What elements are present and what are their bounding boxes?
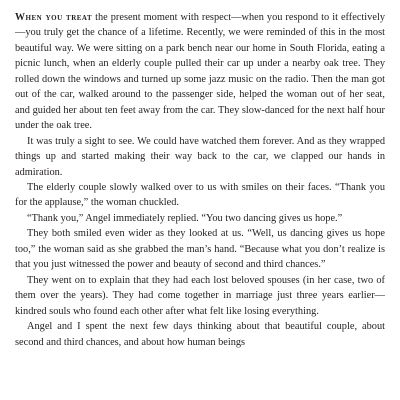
paragraph-6: They went on to explain that they had each lost beloved spouses (in her case, two of them over the years). They had come together in marriage just three years earlier—kindred souls who found each other after what felt like losing everything. [15, 274, 385, 317]
paragraph-2: It was truly a sight to see. We could have watched them forever. And as they wrapped things up and started making their way back to the car, we clapped our hands in admiration. [15, 135, 385, 178]
paragraph-4: “Thank you,” Angel immediately replied. “You two dancing gives us hope.” [27, 212, 343, 224]
paragraph-7: Angel and I spent the next few days thinking about that beautiful couple, about second and third chances, and about how human beings [15, 321, 385, 348]
paragraph-1 [15, 10, 385, 134]
book-page [15, 10, 385, 350]
lead-in: When you treat [15, 12, 93, 23]
paragraph-3: The elderly couple slowly walked over to us with smiles on their faces. “Thank you for the applause,” the woman chuckled. [15, 181, 385, 209]
paragraph-1-text: the present moment with respect—when you respond to it effectively—you truly get the chance of a lifetime. Recently, we were reminded of this in the most beautiful way. We were sitting on a park bench near our home in South Florida, eating a picnic lunch, when an elderly couple pulled their car up under a nearby oak tree. They rolled down the windows and turned up some jazz music on the radio. Then the man got out of the car, walked around to the passenger side, helped the woman out of her seat, and guided her about ten feet away from the car. They slow-danced for the next half hour under the oak tree. [15, 12, 385, 132]
paragraph-5: They both smiled even wider as they looked at us. “Well, us dancing gives us hope too,” the woman said as she grabbed the man’s hand. “Because what you don’t realize is that you just witnessed the power and beauty of second and third chances.” [15, 228, 385, 271]
